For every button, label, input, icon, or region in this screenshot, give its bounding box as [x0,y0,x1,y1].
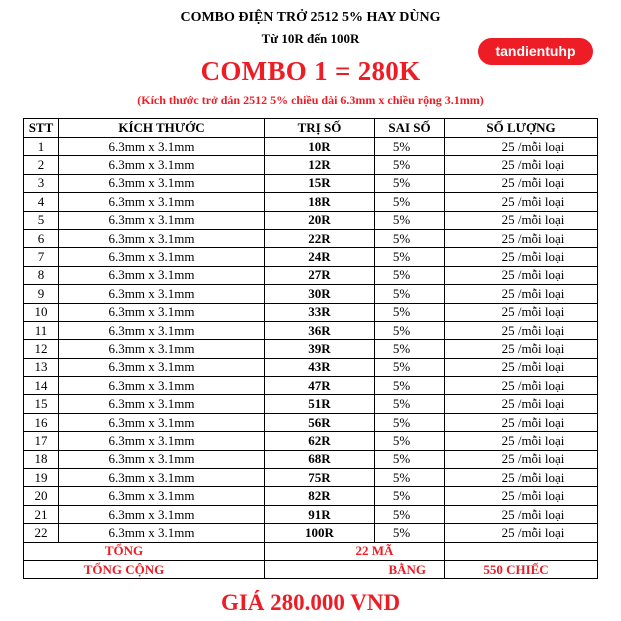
size-cell: 6.3mm x 3.1mm [59,432,265,450]
col-header-value: TRỊ SỐ [265,119,375,138]
value-cell: 100R [265,524,375,542]
quantity-cell: 25 /mỗi loại [445,377,598,395]
value-cell: 68R [265,450,375,468]
stt-cell: 12 [24,340,59,358]
quantity-cell: 25 /mỗi loại [445,303,598,321]
col-header-tolerance: SAI SỐ [375,119,445,138]
value-cell: 51R [265,395,375,413]
table-row [24,505,598,523]
value-cell: 75R [265,469,375,487]
quantity-cell: 25 /mỗi loại [445,138,598,156]
table-row [24,193,598,211]
resistor-table [23,118,598,579]
stt-cell: 15 [24,395,59,413]
stt-cell: 21 [24,505,59,523]
size-cell: 6.3mm x 3.1mm [59,138,265,156]
stt-cell: 13 [24,358,59,376]
quantity-cell: 25 /mỗi loại [445,413,598,431]
tolerance-cell: 5% [375,487,445,505]
value-cell: 47R [265,377,375,395]
value-cell: 18R [265,193,375,211]
stt-cell: 14 [24,377,59,395]
stt-cell: 8 [24,266,59,284]
value-cell: 12R [265,156,375,174]
table-row [24,432,598,450]
size-cell: 6.3mm x 3.1mm [59,395,265,413]
value-cell: 39R [265,340,375,358]
value-cell: 62R [265,432,375,450]
table-row [24,413,598,431]
value-cell: 43R [265,358,375,376]
tolerance-cell: 5% [375,505,445,523]
quantity-cell: 25 /mỗi loại [445,193,598,211]
table-row [24,340,598,358]
quantity-cell: 25 /mỗi loại [445,505,598,523]
table-row [24,303,598,321]
tolerance-cell: 5% [375,413,445,431]
grand-total-equals: BẰNG [265,560,445,578]
tolerance-cell: 5% [375,340,445,358]
size-cell: 6.3mm x 3.1mm [59,340,265,358]
stt-cell: 16 [24,413,59,431]
stt-cell: 20 [24,487,59,505]
size-cell: 6.3mm x 3.1mm [59,248,265,266]
table-row [24,321,598,339]
size-cell: 6.3mm x 3.1mm [59,285,265,303]
tolerance-cell: 5% [375,358,445,376]
tolerance-cell: 5% [375,229,445,247]
table-header-row [24,119,598,138]
stt-cell: 22 [24,524,59,542]
size-cell: 6.3mm x 3.1mm [59,211,265,229]
table-row [24,211,598,229]
size-cell: 6.3mm x 3.1mm [59,174,265,192]
value-cell: 36R [265,321,375,339]
table-row [24,450,598,468]
stt-cell: 4 [24,193,59,211]
price-label: GIÁ 280.000 VND [220,590,401,615]
quantity-cell: 25 /mỗi loại [445,358,598,376]
stt-cell: 17 [24,432,59,450]
quantity-cell: 25 /mỗi loại [445,321,598,339]
stt-cell: 2 [24,156,59,174]
stt-cell: 10 [24,303,59,321]
table-row [24,285,598,303]
table-row [24,229,598,247]
table-row [24,248,598,266]
stt-cell: 3 [24,174,59,192]
tolerance-cell: 5% [375,450,445,468]
size-cell: 6.3mm x 3.1mm [59,377,265,395]
tolerance-cell: 5% [375,377,445,395]
value-cell: 27R [265,266,375,284]
table-row [24,487,598,505]
grand-total-label: TỔNG CỘNG [24,560,265,578]
stt-cell: 5 [24,211,59,229]
tolerance-cell: 5% [375,193,445,211]
tolerance-cell: 5% [375,469,445,487]
grand-total-value: 550 CHIẾC [445,560,598,578]
tolerance-cell: 5% [375,138,445,156]
stt-cell: 9 [24,285,59,303]
quantity-cell: 25 /mỗi loại [445,340,598,358]
tolerance-cell: 5% [375,174,445,192]
brand-badge: tandientuhp [478,38,593,65]
tolerance-cell: 5% [375,395,445,413]
size-cell: 6.3mm x 3.1mm [59,303,265,321]
size-cell: 6.3mm x 3.1mm [59,487,265,505]
tolerance-cell: 5% [375,211,445,229]
size-cell: 6.3mm x 3.1mm [59,321,265,339]
tolerance-cell: 5% [375,524,445,542]
value-cell: 56R [265,413,375,431]
size-cell: 6.3mm x 3.1mm [59,524,265,542]
value-cell: 82R [265,487,375,505]
quantity-cell: 25 /mỗi loại [445,450,598,468]
value-cell: 15R [265,174,375,192]
stt-cell: 11 [24,321,59,339]
table-row [24,395,598,413]
total-empty [445,542,598,560]
value-cell: 24R [265,248,375,266]
total-row [24,542,598,560]
quantity-cell: 25 /mỗi loại [445,432,598,450]
table-row [24,174,598,192]
table-row [24,138,598,156]
tolerance-cell: 5% [375,285,445,303]
size-cell: 6.3mm x 3.1mm [59,450,265,468]
grand-total-row [24,560,598,578]
total-label: TỔNG [24,542,265,560]
stt-cell: 6 [24,229,59,247]
stt-cell: 19 [24,469,59,487]
value-cell: 30R [265,285,375,303]
table-row [24,358,598,376]
tolerance-cell: 5% [375,321,445,339]
table-row [24,377,598,395]
combo-heading: COMBO 1 = 280K [200,56,421,86]
table-body [24,138,598,543]
size-cell: 6.3mm x 3.1mm [59,156,265,174]
quantity-cell: 25 /mỗi loại [445,211,598,229]
table-row [24,156,598,174]
quantity-cell: 25 /mỗi loại [445,524,598,542]
size-cell: 6.3mm x 3.1mm [59,266,265,284]
col-header-quantity: SỐ LƯỢNG [445,119,598,138]
stt-cell: 1 [24,138,59,156]
size-note: (Kích thước trở dán 2512 5% chiều dài 6.3mm x chiều rộng 3.1mm) [137,93,484,107]
col-header-stt: STT [24,119,59,138]
tolerance-cell: 5% [375,156,445,174]
value-cell: 91R [265,505,375,523]
range-subtitle: Từ 10R đến 100R [261,31,360,46]
quantity-cell: 25 /mỗi loại [445,229,598,247]
tolerance-cell: 5% [375,266,445,284]
quantity-cell: 25 /mỗi loại [445,285,598,303]
col-header-size: KÍCH THƯỚC [59,119,265,138]
value-cell: 20R [265,211,375,229]
quantity-cell: 25 /mỗi loại [445,174,598,192]
quantity-cell: 25 /mỗi loại [445,469,598,487]
value-cell: 22R [265,229,375,247]
quantity-cell: 25 /mỗi loại [445,266,598,284]
size-cell: 6.3mm x 3.1mm [59,469,265,487]
stt-cell: 7 [24,248,59,266]
tolerance-cell: 5% [375,248,445,266]
quantity-cell: 25 /mỗi loại [445,487,598,505]
size-cell: 6.3mm x 3.1mm [59,505,265,523]
tolerance-cell: 5% [375,303,445,321]
quantity-cell: 25 /mỗi loại [445,248,598,266]
size-cell: 6.3mm x 3.1mm [59,193,265,211]
quantity-cell: 25 /mỗi loại [445,395,598,413]
stt-cell: 18 [24,450,59,468]
value-cell: 10R [265,138,375,156]
size-cell: 6.3mm x 3.1mm [59,229,265,247]
table-row [24,469,598,487]
table-row [24,524,598,542]
quantity-cell: 25 /mỗi loại [445,156,598,174]
total-value: 22 MÃ [265,542,445,560]
combo-title: COMBO ĐIỆN TRỞ 2512 5% HAY DÙNG [180,10,441,25]
tolerance-cell: 5% [375,432,445,450]
size-cell: 6.3mm x 3.1mm [59,358,265,376]
table-row [24,266,598,284]
value-cell: 33R [265,303,375,321]
size-cell: 6.3mm x 3.1mm [59,413,265,431]
